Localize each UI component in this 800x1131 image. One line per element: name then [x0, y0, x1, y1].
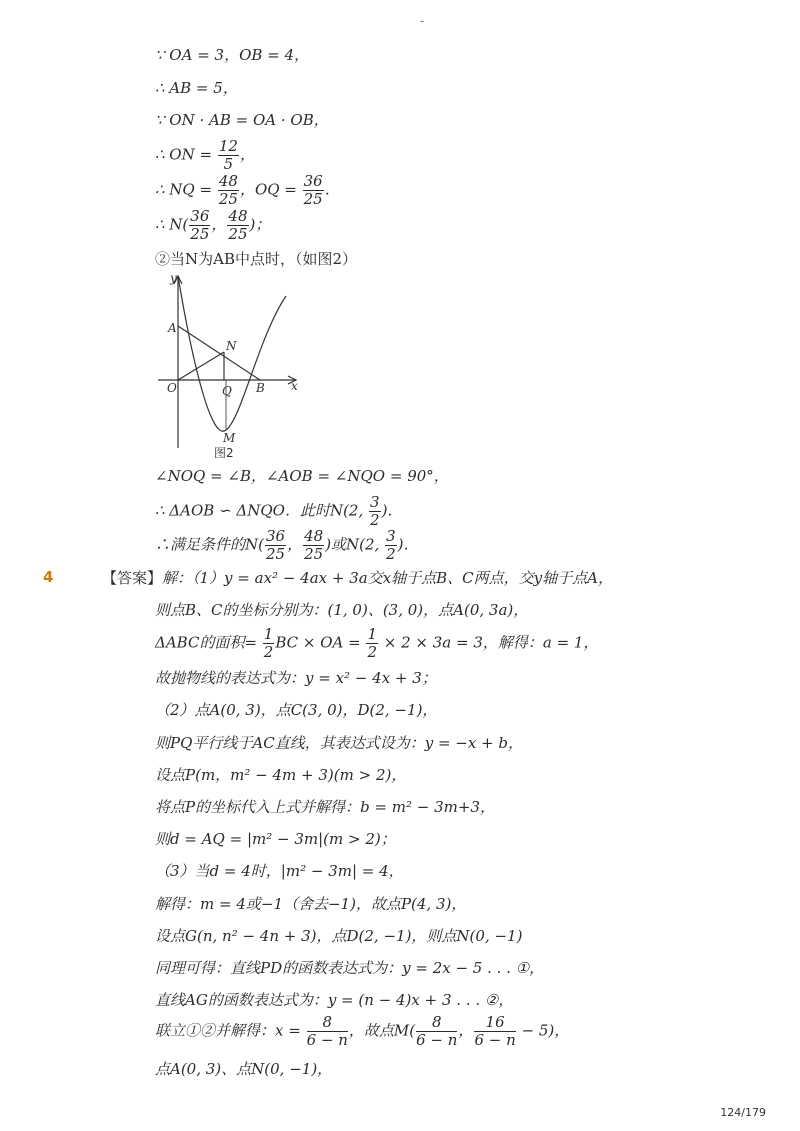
- fraction-numerator: 48: [304, 527, 324, 545]
- answer-line-10: （3）当d = 4时，|m² − 3m| = 4，: [155, 862, 404, 880]
- parabola: [178, 276, 286, 431]
- solution-line-2: ∴ AB = 5，: [155, 79, 238, 97]
- fraction-denominator: 2: [263, 643, 274, 661]
- fraction-numerator: 1: [367, 625, 377, 643]
- label-n: N: [226, 339, 237, 353]
- text-segment: ∴满足条件的N(: [155, 535, 264, 554]
- fraction: [385, 528, 397, 563]
- fraction: [303, 528, 324, 563]
- label-x: x: [291, 379, 298, 393]
- fraction: [218, 138, 239, 173]
- fraction: [227, 208, 248, 243]
- fraction-denominator: 2: [386, 545, 396, 563]
- text-segment: − 5)，: [516, 1021, 570, 1040]
- answer-line-11: 解得：m = 4或−1（舍去−1)，故点P(4, 3)，: [155, 895, 467, 913]
- solution-line-10: [155, 528, 419, 563]
- text-segment: ，: [458, 1021, 474, 1040]
- label-a: A: [168, 321, 177, 335]
- label-m: M: [223, 431, 236, 445]
- answer-line-14: 直线AG的函数表达式为：y = (n − 4)x + 3 . . . ②，: [155, 991, 514, 1009]
- text-segment: ∴ ON =: [155, 145, 217, 164]
- fraction-numerator: 48: [228, 207, 248, 225]
- answer-line-6: 则PQ平行线于AC直线，其表达式设为：y = −x + b，: [155, 734, 524, 752]
- label-b: B: [256, 381, 265, 395]
- fraction-numerator: 8: [307, 1014, 348, 1032]
- text-segment: ，OQ =: [239, 180, 302, 199]
- label-q: Q: [222, 384, 232, 398]
- text-segment: ∴ N(: [155, 215, 189, 234]
- page-number: 124/179: [720, 1106, 766, 1119]
- answer-tag: 【答案】: [102, 569, 163, 587]
- fraction-numerator: 8: [416, 1014, 457, 1032]
- fraction-numerator: 16: [474, 1014, 515, 1032]
- segment-on: [178, 352, 224, 380]
- answer-line-9: 则d = AQ = |m² − 3m|(m > 2)；: [155, 830, 396, 848]
- fraction-denominator: 25: [218, 190, 238, 208]
- text-segment: 联立①②并解得：x =: [155, 1021, 306, 1040]
- header-mark: -: [420, 14, 425, 28]
- text-segment: ，: [239, 145, 255, 164]
- label-o: O: [167, 381, 177, 395]
- fraction-numerator: 36: [190, 207, 210, 225]
- answer-line-3: [155, 626, 598, 661]
- text-segment: ，: [211, 215, 227, 234]
- question-number: 4: [43, 568, 54, 586]
- label-y: y: [170, 271, 177, 285]
- text-segment: )．: [381, 501, 403, 520]
- answer-line-1: [102, 568, 613, 588]
- fraction-numerator: 36: [265, 527, 286, 545]
- fraction-denominator: 2: [367, 643, 377, 661]
- solution-line-1: ∵ OA = 3，OB = 4，: [155, 46, 310, 64]
- text-segment: )．: [397, 535, 419, 554]
- fraction-denominator: 25: [228, 225, 248, 243]
- fraction-numerator: 1: [263, 625, 274, 643]
- text-segment: 解：（1）y = ax² − 4ax + 3a交x轴于点B、C两点，交y轴于点A，: [162, 569, 613, 587]
- solution-line-3: ∵ ON · AB = OA · OB，: [155, 111, 329, 129]
- fraction: [263, 626, 275, 661]
- solution-line-9: [155, 494, 402, 529]
- answer-line-16: 点A(0, 3)、点N(0, −1)，: [155, 1060, 333, 1078]
- fraction-numerator: 48: [218, 172, 238, 190]
- fraction: [369, 494, 381, 529]
- text-segment: )；: [249, 215, 271, 234]
- solution-line-6: [155, 208, 270, 243]
- text-segment: ∴ ΔAOB ∽ ΔNQO．此时N(2,: [155, 501, 369, 520]
- solution-line-8: ∠NOQ = ∠B，∠AOB = ∠NQO = 90°，: [155, 467, 449, 485]
- fraction: [307, 1014, 348, 1049]
- text-segment: ΔABC的面积=: [155, 633, 262, 652]
- text-segment: BC × OA =: [275, 633, 366, 652]
- answer-line-7: 设点P(m，m² − 4m + 3)(m > 2)，: [155, 766, 407, 784]
- fraction-denominator: 25: [265, 545, 286, 563]
- solution-line-4: [155, 138, 255, 173]
- fraction-numerator: 36: [303, 172, 323, 190]
- text-segment: ∴ NQ =: [155, 180, 217, 199]
- figure-2: [150, 268, 310, 460]
- fraction: [303, 173, 324, 208]
- answer-line-4: 故抛物线的表达式为：y = x² − 4x + 3；: [155, 669, 437, 687]
- text-segment: ，故点M(: [348, 1021, 416, 1040]
- fraction-denominator: 2: [370, 511, 380, 529]
- text-segment: ．: [324, 180, 340, 199]
- answer-line-2: 则点B、C的坐标分别为：(1, 0)、(3, 0)，点A(0, 3a)，: [155, 601, 529, 619]
- fraction-denominator: 25: [190, 225, 210, 243]
- solution-line-7: ②当N为AB中点时，（如图2）: [155, 250, 358, 268]
- fraction: [416, 1014, 457, 1049]
- fraction-denominator: 5: [223, 155, 234, 173]
- text-segment: )或N(2,: [325, 535, 385, 554]
- answer-line-13: 同理可得：直线PD的函数表达式为：y = 2x − 5 . . . ①，: [155, 959, 545, 977]
- solution-line-5: [155, 173, 340, 208]
- fraction-denominator: 6 − n: [416, 1031, 458, 1049]
- fraction-denominator: 25: [303, 190, 323, 208]
- fraction: [189, 208, 210, 243]
- fraction: [218, 173, 239, 208]
- fraction-numerator: 3: [370, 493, 380, 511]
- fraction: [474, 1014, 515, 1049]
- fraction: [366, 626, 378, 661]
- answer-line-12: 设点G(n, n² − 4n + 3)，点D(2, −1)，则点N(0, −1): [155, 927, 523, 945]
- fraction: [265, 528, 286, 563]
- text-segment: ，: [287, 535, 303, 554]
- answer-line-15: [155, 1014, 569, 1049]
- fraction-denominator: 6 − n: [306, 1031, 348, 1049]
- answer-line-5: （2）点A(0, 3)，点C(3, 0)，D(2, −1)，: [155, 701, 438, 719]
- answer-line-8: 将点P的坐标代入上式并解得：b = m² − 3m+3，: [155, 798, 496, 816]
- fraction-denominator: 6 − n: [474, 1031, 516, 1049]
- figure-caption: 图2: [214, 446, 234, 460]
- text-segment: × 2 × 3a = 3，解得：a = 1，: [379, 633, 599, 652]
- fraction-numerator: 3: [386, 527, 396, 545]
- fraction-numerator: 12: [218, 137, 238, 155]
- fraction-denominator: 25: [304, 545, 324, 563]
